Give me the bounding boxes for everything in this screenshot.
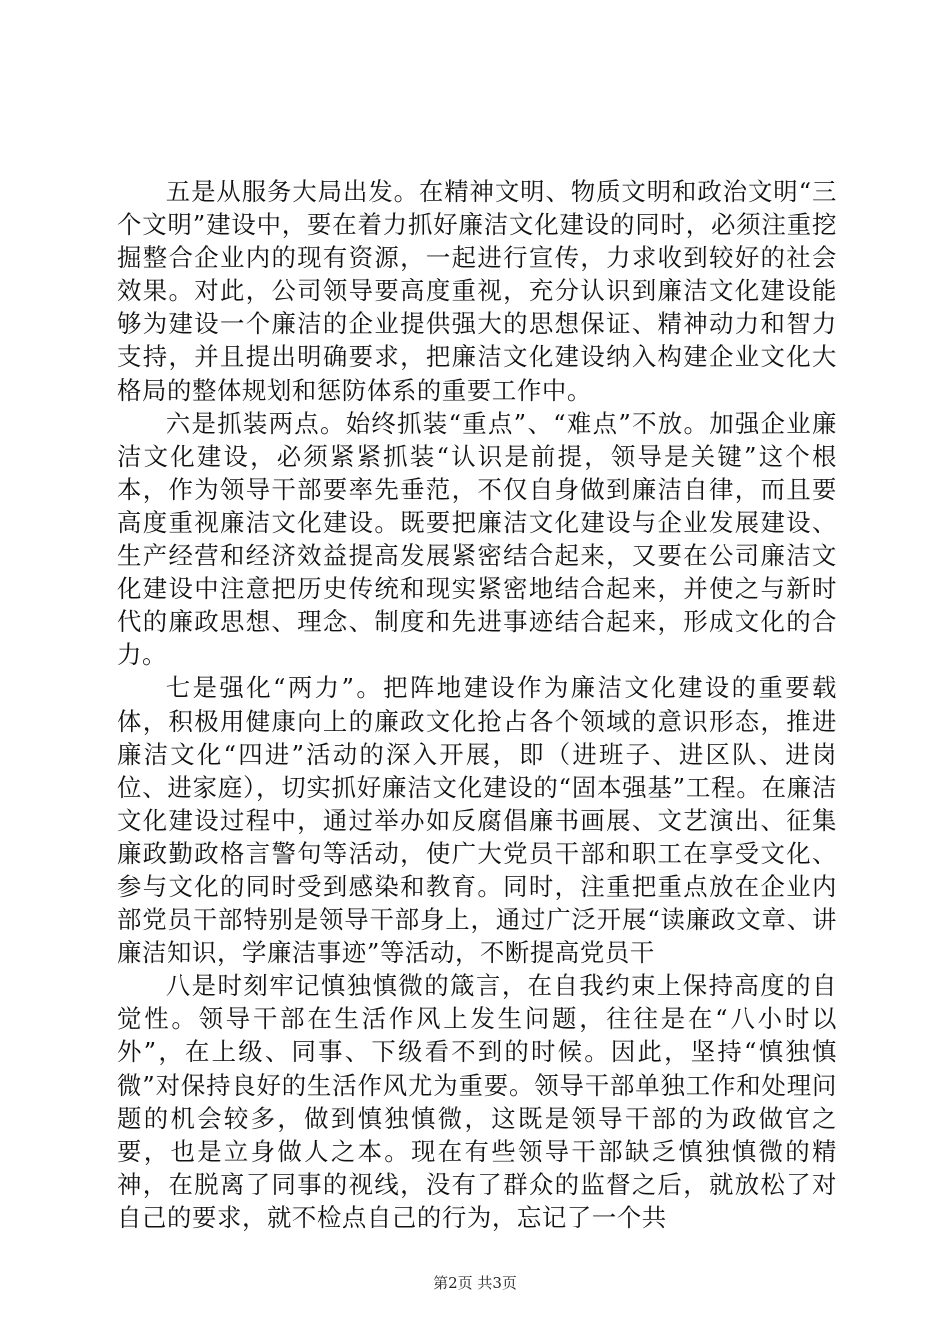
paragraph-five: 五是从服务大局出发。在精神文明、物质文明和政治文明“三个文明”建设中，要在着力抓好廉洁文化建设的同时，必须注重挖掘整合企业内的现有资源，一起进行宣传，力求收到较好的社会效果。对此，公司领导要高度重视，充分认识到廉洁文化建设能够为建设一个廉洁的企业提供强大的思想保证、精神动力和智力支持，并且提出明确要求，把廉洁文化建设纳入构建企业文化大格局的整体规划和惩防体系的重要工作中。 xyxy=(117,177,837,405)
paragraph-six: 六是抓装两点。始终抓装“重点”、“难点”不放。加强企业廉洁文化建设，必须紧紧抓装“认识是前提，领导是关键”这个根本，作为领导干部要率先垂范，不仅自身做到廉洁自律，而且要高度重视廉洁文化建设。既要把廉洁文化建设与企业发展建设、生产经营和经济效益提高发展紧密结合起来，又要在公司廉洁文化建设中注意把历史传统和现实紧密地结合起来，并使之与新时代的廉政思想、理念、制度和先进事迹结合起来，形成文化的合力。 xyxy=(117,408,837,670)
paragraph-eight: 八是时刻牢记慎独慎微的箴言，在自我约束上保持高度的自觉性。领导干部在生活作风上发生问题，往往是在“八小时以外”，在上级、同事、下级看不到的时候。因此，坚持“慎独慎微”对保持良好的生活作风尤为重要。领导干部单独工作和处理问题的机会较多，做到慎独慎微，这既是领导干部的为政做官之要，也是立身做人之本。现在有些领导干部缺乏慎独慎微的精神，在脱离了同事的视线，没有了群众的监督之后，就放松了对自己的要求，就不检点自己的行为，忘记了一个共 xyxy=(117,971,837,1232)
paragraph-seven: 七是强化“两力”。把阵地建设作为廉洁文化建设的重要载体，积极用健康向上的廉政文化抢占各个领域的意识形态，推进廉洁文化“四进”活动的深入开展，即（进班子、进区队、进岗位、进家庭），切实抓好廉洁文化建设的“固本强基”工程。在廉洁文化建设过程中，通过举办如反腐倡廉书画展、文艺演出、征集廉政勤政格言警句等活动，使广大党员干部和职工在享受文化、参与文化的同时受到感染和教育。同时，注重把重点放在企业内部党员干部特别是领导干部身上，通过广泛开展“读廉政文章、讲廉洁知识，学廉洁事迹”等活动，不断提高党员干 xyxy=(117,673,837,968)
page-number-footer: 第2页 共3页 xyxy=(433,1274,517,1292)
document-body xyxy=(117,175,837,1234)
